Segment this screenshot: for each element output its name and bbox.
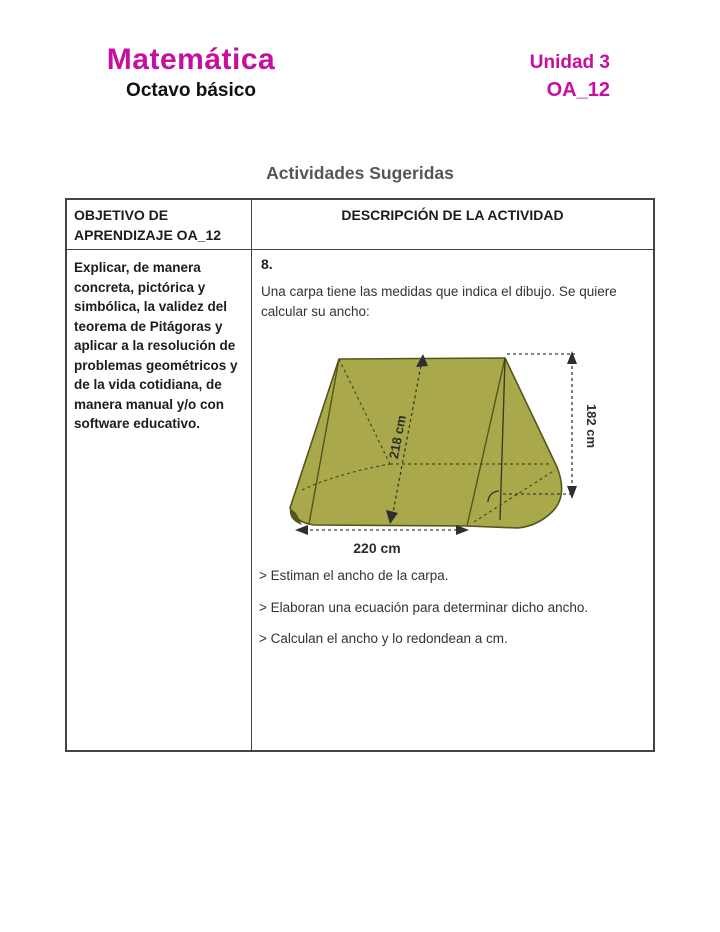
col-header-objective-line1: OBJETIVO DE <box>74 207 169 223</box>
objective-line: teorema de Pitágoras y <box>74 318 223 334</box>
objective-line: manera manual y/o con <box>74 396 225 412</box>
activity-intro-line1: Una carpa tiene las medidas que indica el dibujo. Se quiere <box>261 284 617 299</box>
activities-table <box>65 198 655 752</box>
activity-bullet: > Estiman el ancho de la carpa. <box>259 568 449 583</box>
header-brand <box>100 42 282 103</box>
subject-title: Matemática <box>106 43 276 76</box>
unit-label: Unidad 3 <box>529 52 610 73</box>
objective-line: Explicar, de manera <box>74 260 201 275</box>
measure-220-label: 220 cm <box>353 540 401 556</box>
col-header-objective-line2: APRENDIZAJE OA_12 <box>74 227 222 243</box>
activity-bullet: > Elaboran una ecuación para determinar dicho ancho. <box>259 600 589 615</box>
objective-line: problemas geométricos y <box>74 357 238 373</box>
measure-182-arrow-top <box>567 351 577 364</box>
activity-number: 8. <box>261 256 273 272</box>
table-body-row <box>67 250 653 750</box>
tent-figure <box>276 342 618 568</box>
activity-intro-line2: calcular su ancho: <box>261 304 370 319</box>
objective-line: aplicar a la resolución de <box>74 338 236 353</box>
activity-bullet: > Calculan el ancho y lo redondean a cm. <box>259 631 508 646</box>
oa-code: OA_12 <box>546 79 610 101</box>
objective-line: software educativo. <box>74 416 201 431</box>
activity-cell <box>252 250 653 750</box>
grade-level: Octavo básico <box>126 80 256 101</box>
tent-shape <box>290 358 562 528</box>
measure-220-arrow-left <box>295 525 308 535</box>
objective-line: concreta, pictórica y <box>74 279 206 295</box>
measure-182-arrow-bottom <box>567 486 577 499</box>
col-header-description: DESCRIPCIÓN DE LA ACTIVIDAD <box>341 207 564 223</box>
objective-line: de la vida cotidiana, de <box>74 377 222 392</box>
measure-218-label: 218 cm <box>385 413 410 460</box>
table-header-row <box>67 200 653 250</box>
objective-cell <box>67 250 252 750</box>
col-header-objective <box>67 200 252 249</box>
measure-182-label: 182 cm <box>584 403 599 449</box>
objective-line: simbólica, la validez del <box>74 299 228 314</box>
section-title: Actividades Sugeridas <box>266 163 454 183</box>
activity-intro <box>261 282 617 322</box>
header-unit-block <box>530 50 610 105</box>
